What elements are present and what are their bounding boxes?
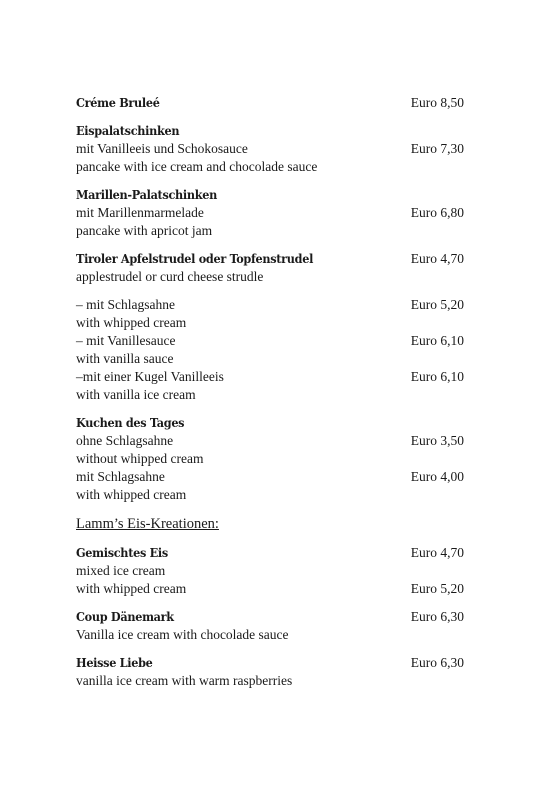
menu-item-price: Euro 6,10 bbox=[410, 369, 464, 384]
menu-item-price: Euro 6,80 bbox=[410, 205, 464, 220]
menu-item-line bbox=[76, 432, 464, 450]
menu-item-title: Marillen-Palatschinken bbox=[76, 187, 217, 202]
menu-item bbox=[76, 544, 464, 598]
menu-item-title: Tiroler Apfelstrudel oder Topfenstrudel bbox=[76, 251, 314, 266]
menu-item-description: Vanilla ice cream with chocolade sauce bbox=[76, 627, 289, 642]
menu-item-line bbox=[76, 368, 464, 386]
menu-item bbox=[76, 296, 464, 404]
menu-item-line bbox=[76, 468, 464, 486]
menu-item bbox=[76, 250, 464, 286]
menu-item-description: applestrudel or curd cheese strudle bbox=[76, 269, 264, 284]
menu-item-description: with vanilla ice cream bbox=[76, 387, 196, 402]
menu-item-title: Gemischtes Eis bbox=[76, 545, 168, 560]
menu-item bbox=[76, 186, 464, 240]
menu-item-line bbox=[76, 350, 464, 368]
menu-item-title: Créme Bruleé bbox=[76, 95, 160, 110]
menu-item-description: with whipped cream bbox=[76, 581, 187, 596]
menu-item-line bbox=[76, 296, 464, 314]
menu-item-title-row bbox=[76, 414, 464, 432]
menu-item bbox=[76, 414, 464, 504]
menu-item-title: Kuchen des Tages bbox=[76, 415, 185, 430]
menu-item-description: with whipped cream bbox=[76, 315, 187, 330]
menu-item-line bbox=[76, 386, 464, 404]
menu-item-line bbox=[76, 672, 464, 690]
menu-item-price: Euro 8,50 bbox=[410, 95, 464, 110]
menu-item-description: ohne Schlagsahne bbox=[76, 433, 174, 448]
menu-item-description: vanilla ice cream with warm raspberries bbox=[76, 673, 293, 688]
dessert-menu bbox=[76, 94, 464, 700]
menu-item-line bbox=[76, 140, 464, 158]
menu-item-line bbox=[76, 450, 464, 468]
menu-item-line bbox=[76, 626, 464, 644]
menu-item-line bbox=[76, 314, 464, 332]
menu-item bbox=[76, 94, 464, 112]
menu-item-line bbox=[76, 222, 464, 240]
menu-item-price: Euro 6,10 bbox=[410, 333, 464, 348]
menu-item-title-row bbox=[76, 544, 464, 562]
menu-item-title-row bbox=[76, 186, 464, 204]
menu-item-price: Euro 6,30 bbox=[410, 609, 464, 624]
menu-item-line bbox=[76, 204, 464, 222]
menu-item-description: with whipped cream bbox=[76, 487, 187, 502]
menu-item-title-row bbox=[76, 122, 464, 140]
menu-item bbox=[76, 654, 464, 690]
menu-item-description: mit Schlagsahne bbox=[76, 469, 165, 484]
menu-item-price: Euro 6,30 bbox=[410, 655, 464, 670]
menu-item-description: pancake with apricot jam bbox=[76, 223, 213, 238]
menu-item-title-row bbox=[76, 250, 464, 268]
menu-item-price: Euro 3,50 bbox=[410, 433, 464, 448]
menu-item-description: without whipped cream bbox=[76, 451, 204, 466]
menu-item-title: Coup Dänemark bbox=[76, 609, 174, 624]
menu-item-line bbox=[76, 332, 464, 350]
menu-item-price: Euro 4,70 bbox=[410, 545, 464, 560]
menu-item-description: –mit einer Kugel Vanilleeis bbox=[76, 369, 224, 384]
menu-item-description: – mit Schlagsahne bbox=[76, 297, 175, 312]
menu-item-description: mixed ice cream bbox=[76, 563, 166, 578]
menu-item-title-row bbox=[76, 94, 464, 112]
menu-item-price: Euro 7,30 bbox=[410, 141, 464, 156]
menu-item-title-row bbox=[76, 608, 464, 626]
menu-item-description: mit Vanilleeis und Schokosauce bbox=[76, 141, 248, 156]
menu-item-price: Euro 4,00 bbox=[410, 469, 464, 484]
menu-item-line bbox=[76, 562, 464, 580]
menu-item-description: with vanilla sauce bbox=[76, 351, 174, 366]
menu-item-title: Eispalatschinken bbox=[76, 123, 180, 138]
menu-item-description: mit Marillenmarmelade bbox=[76, 205, 204, 220]
menu-item-description: pancake with ice cream and chocolade sauce bbox=[76, 159, 318, 174]
menu-item-title-row bbox=[76, 654, 464, 672]
section-heading: Lamm’s Eis-Kreationen: bbox=[76, 516, 219, 532]
menu-item-price: Euro 4,70 bbox=[410, 251, 464, 266]
menu-item bbox=[76, 122, 464, 176]
menu-item-price: Euro 5,20 bbox=[410, 297, 464, 312]
menu-item-line bbox=[76, 580, 464, 598]
menu-item-line bbox=[76, 486, 464, 504]
menu-item-line bbox=[76, 268, 464, 286]
menu-item-title: Heisse Liebe bbox=[76, 655, 153, 670]
menu-item-line bbox=[76, 158, 464, 176]
menu-item-price: Euro 5,20 bbox=[410, 581, 464, 596]
menu-item bbox=[76, 608, 464, 644]
menu-item-description: – mit Vanillesauce bbox=[76, 333, 176, 348]
